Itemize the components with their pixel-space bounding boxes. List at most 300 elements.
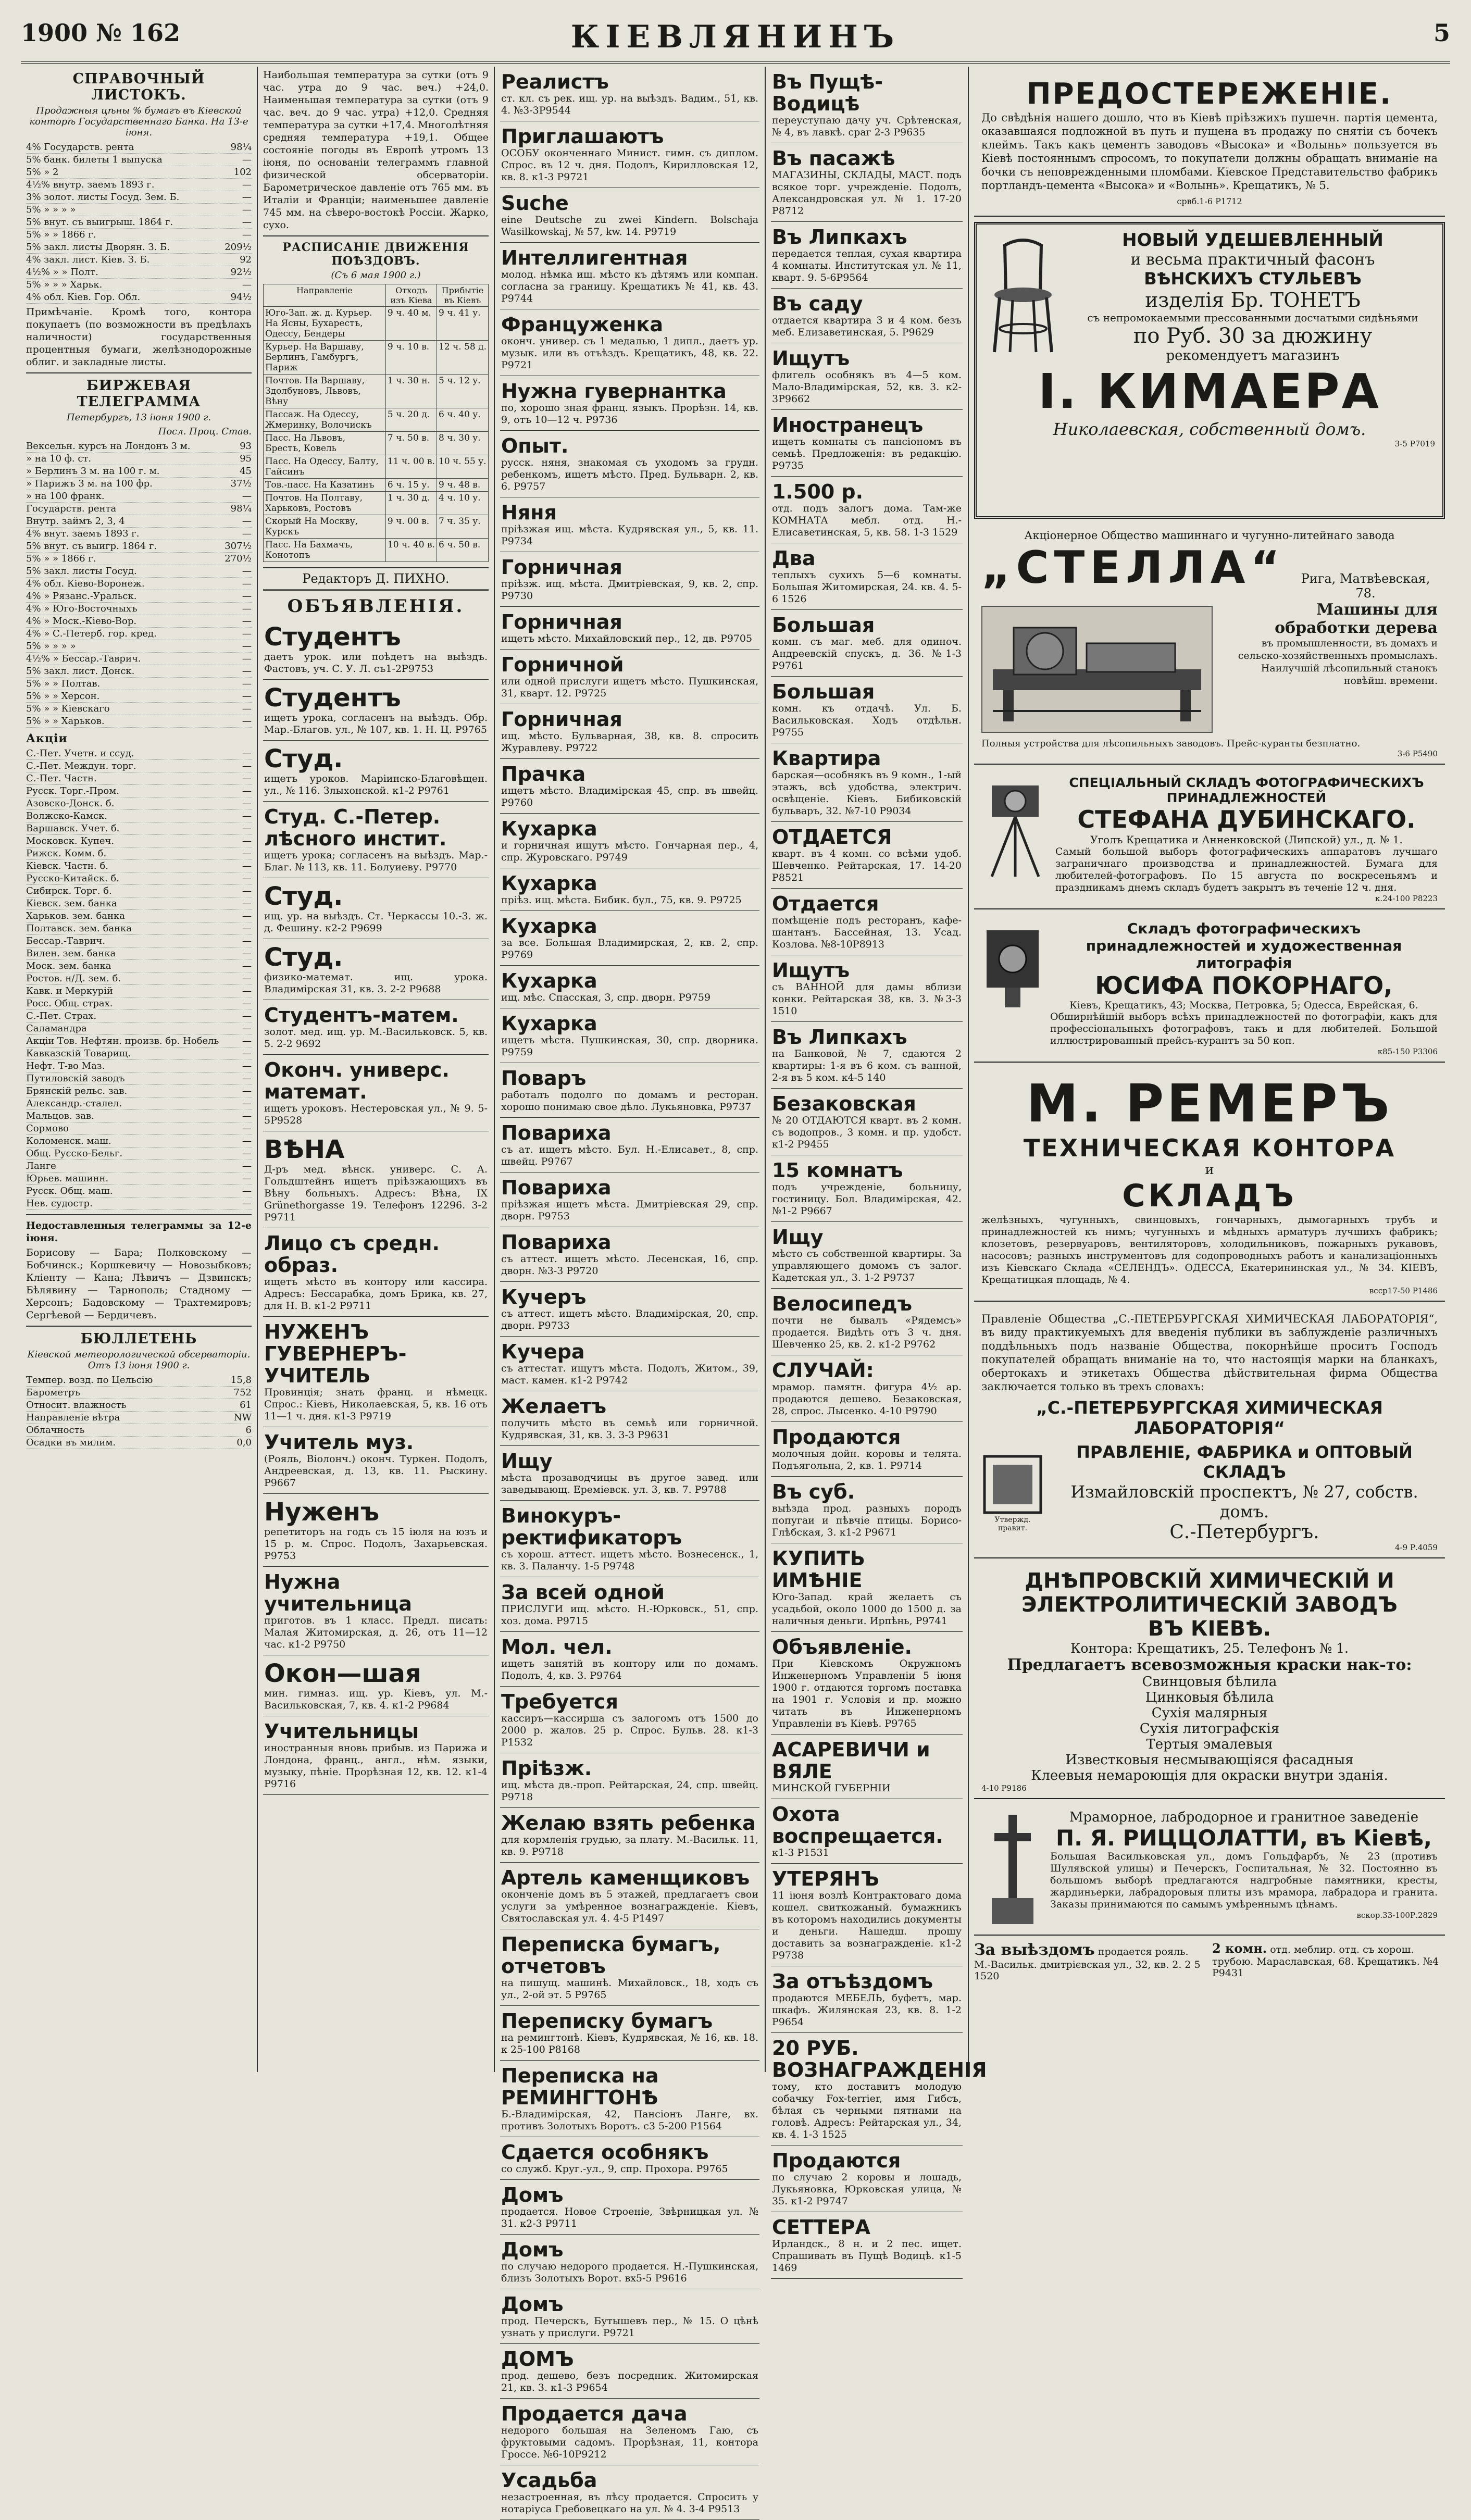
rate-row [26,872,252,885]
kimaera-line1: НОВЫЙ УДЕШЕВЛЕННЫЙ [1122,230,1383,251]
ad-keyword: Кучеръ [501,1286,587,1308]
ad-body: продаются МЕБЕЛЬ, буфетъ, мар. шкафъ. Жилянская 23, кв. 8. 1-2 Р9654 [772,1992,962,2028]
paint-item: Сухія литографскія [1139,1721,1280,1737]
rate-value: 209½ [225,242,252,253]
ad-body: ищ. мѣс. Спасская, 3, спр. дворн. Р9759 [501,992,711,1003]
paint-item: Тертыя эмалевыя [1146,1737,1273,1752]
classified-ad [500,497,759,552]
pokorny-title2: ЮСИФА ПОКОРНАГО, [1095,971,1393,1000]
rizzolatti-marble-ad [974,1804,1445,1936]
rate-value: 98¼ [230,503,252,514]
rate-name: Ростов. н/Д. зем. б. [26,973,121,984]
rate-value: — [242,578,252,589]
rate-value: — [242,516,252,527]
rate-name: 4½% » » Полт. [26,267,98,278]
timetable-row [264,341,489,375]
rate-row [26,503,252,515]
classified-ad [263,1567,489,1655]
ad-body: МАГАЗИНЫ, СКЛАДЫ, МАСТ. подъ всякое торг. учрежденіе. Подолъ, Александровская ул. № 1. 17-20 Р8712 [772,169,962,217]
ad-keyword: Нужна гувернантка [501,380,727,403]
dnepr-title: ДНѢПРОВСКІЙ ХИМИЧЕСКІЙ И ЭЛЕКТРОЛИТИЧЕСКІЙ ЗАВОДЪ [1021,1569,1398,1617]
ad-keyword: Прачка [501,763,586,785]
ad-body: флигель особнякъ въ 4—5 ком. Мало-Владимірская, 52, кв. 3. к2-3Р9662 [772,369,962,405]
sawmill-machine-icon [981,606,1213,733]
rate-value: — [242,798,252,809]
ad-body: При Кіевскомъ Окружномъ Инженерномъ Управленіи 5 іюня 1900 г. отдаются торгомъ поставка на 1901 г. Условія и пр. можно читать въ Инженерномъ Управленіи въ Кіевѣ. Р9765 [772,1658,962,1729]
ad-keyword: Ищутъ [772,347,850,370]
rate-value: — [242,616,252,627]
bourse-list [26,440,252,728]
ad-keyword: Студ. [264,882,343,911]
rate-name: 4% Государств. рента [26,142,134,153]
rizzolatti-name: П. Я. РИЦЦОЛАТТИ, въ Кіевѣ, [1055,1825,1432,1851]
classified-ad [771,289,963,343]
ad-body: недорого большая на Зеленомъ Гаю, съ фруктовыми садомъ. Прорѣзная, 11, контора Гроссе. №6-10Р9212 [501,2425,758,2460]
classified-ad [500,2289,759,2344]
rate-row [26,1135,252,1147]
timetable-row [264,375,489,408]
rate-row [26,578,252,590]
ad-keyword: Поваръ [501,1067,587,1090]
ad-body: за все. Большая Владимирская, 2, кв. 2, спр. Р9769 [501,937,758,960]
rate-value: 37½ [230,478,252,489]
remer-technical-ad [974,1068,1445,1302]
ad-body: на ремингтонѣ. Кіевъ, Кудрявская, № 16, кв. 18. к 25-100 Р8168 [501,2032,758,2055]
pokorny-photo-ad [974,915,1445,1063]
classified-ad [500,2180,759,2235]
ad-keyword: Студ. [264,943,343,972]
ad-body: пріѣзжая ищ. мѣста. Кудрявская ул., 5, кв. 11. Р9734 [501,523,758,547]
ad-keyword: Кухарка [501,969,597,992]
ad-keyword: СЛУЧАЙ: [772,1359,874,1382]
rate-row [26,1412,252,1424]
footer-ad2-body: отд. меблир. отд. съ хорош. трубою. Мараславская, 68. Крещатикъ. №4 Р9431 [1212,1944,1439,1979]
observatory-subtitle: Кіевской метеорологической обсерваторіи. Отъ 13 іюня 1900 г. [27,1349,251,1371]
rate-row [26,785,252,797]
rate-row [26,1110,252,1122]
bourse-subtitle: Петербургъ, 13 іюня 1900 г. [66,412,211,423]
stella-line: Машины для обработки дерева [1275,601,1438,637]
ad-keyword: Пріѣзж. [501,1757,592,1780]
dubinsky-address: Уголъ Крещатика и Анненковской (Липской) ул., д. № 1. [1090,833,1403,846]
rate-name: 4% обл. Кіев. Гор. Обл. [26,292,141,303]
classified-ad [500,1008,759,1063]
rate-value: 98¼ [230,142,252,153]
classified-ad [500,1501,759,1577]
ad-keyword: Повариха [501,1176,612,1199]
dubinsky-ref: к.24-100 Р8223 [1375,894,1438,903]
classified-ad [771,610,963,677]
rate-row [26,141,252,154]
classified-ad [500,188,759,243]
rate-row [26,1374,252,1387]
rate-row [26,690,252,703]
issue-number: 1900 № 162 [21,19,181,47]
ad-body: и горничная ищутъ мѣсто. Гончарная пер., 4, спр. Журовскаго. Р9749 [501,840,758,863]
rate-row [26,478,252,490]
rate-value: — [242,1148,252,1159]
ad-body: Д-ръ мед. вѣнск. универс. С. А. Гольдштейнъ ищетъ пріѣзжающихъ въ Вѣну больныхъ. Адресъ: Вѣна, IX Grünethorgasse 19. Телефонъ 12296. 3-2 Р9711 [264,1164,488,1223]
rate-name: 4% » Моск.-Кіево-Вор. [26,616,137,627]
rate-name: Брянскій рельс. зав. [26,1086,128,1096]
classified-ad [263,1228,489,1317]
timetable-header: Отходъ изъ Кіева [385,284,437,307]
ad-keyword: Окон—шая [264,1659,421,1688]
rate-name: Московск. Купеч. [26,835,115,846]
classified-ad [771,477,963,543]
kimaera-line7: рекомендуетъ магазинъ [1166,348,1340,364]
classified-ad [771,1155,963,1222]
rate-name: С.-Пет. Страх. [26,1011,97,1021]
ad-body: съ ВАННОЙ для дамы вблизи конки. Рейтарская 38, кв. 3. №3-3 1510 [772,981,962,1017]
rate-name: » на 10 ф. ст. [26,453,92,464]
rate-row [26,590,252,603]
ad-body: съ аттест. ищетъ мѣсто. Лесенская, 16, спр. дворн. №3-3 Р9720 [501,1253,758,1277]
ad-body: кассиръ—кассирша съ залогомъ отъ 1500 до 2000 р. жалов. 25 р. Спрос. Бульв. 28. к1-3 Р1532 [501,1713,758,1748]
classified-ad [771,1422,963,1477]
classified-ad [500,607,759,650]
rate-row [26,1185,252,1197]
rate-value: — [242,1061,252,1071]
rate-row [26,1035,252,1047]
rate-value: — [242,923,252,934]
ad-body: золот. мед. ищ. ур. М.-Васильковск. 5, кв. 5. 2-2 9692 [264,1026,488,1050]
rate-value: — [242,885,252,896]
classified-ad [500,759,759,814]
rate-name: Нефт. Т-во Маз. [26,1061,105,1071]
page-number: 5 [1433,19,1450,47]
classified-ad [500,868,759,911]
ad-body: получить мѣсто въ семьѣ или горничной. Кудрявская, 31, кв. 3. 3-3 Р9631 [501,1417,758,1441]
ad-keyword: Повариха [501,1121,612,1144]
classified-ad [500,243,759,309]
ad-body: помѣщеніе подъ ресторанъ, кафе-шантанъ. Бассейная, 13. Усад. Козлова. №8-10Р8913 [772,915,962,950]
timetable-row [264,408,489,432]
column-timetable [258,67,495,2072]
kimaera-line4: изделія Бр. ТОНЕТЪ [1145,289,1361,311]
reference-title: СПРАВОЧНЫЙ ЛИСТОКЪ. [72,71,205,103]
lab-ref: 4-9 Р.4059 [1395,1543,1438,1552]
kimaera-line5: съ непромокаемыми прессованными досчатыми сидѣньями [1087,311,1418,324]
rate-value: — [242,785,252,796]
timetable-cell: Скорый На Москву, Курскъ [264,515,386,539]
ad-body: ищетъ комнаты съ пансіономъ въ семьѣ. Предложенія: въ редакцію. Р9735 [772,436,962,471]
rate-name: » Берлинъ 3 м. на 100 г. м. [26,466,160,477]
classified-ads-2 [263,619,489,1795]
ad-keyword: Опыт. [501,434,569,457]
ad-body: ищетъ уроков. Маріинско-Благовѣщен. ул., № 116. Злыхонской. к1-2 Р9761 [264,773,488,796]
rate-name: С.-Пет. Частн. [26,773,97,784]
ad-body: со служб. Круг.-ул., 9, спр. Прохора. Р9765 [501,2163,728,2175]
ad-keyword: АСАРЕВИЧИ и ВЯЛЕ [772,1738,930,1783]
footer-ad1-body: продается рояль. М.-Васильк. дмитрієвская ул., 32, кв. 2. 2 5 1520 [974,1946,1201,1982]
remer-and: и [1205,1162,1214,1178]
ad-body: отдается квартира 3 и 4 ком. безъ меб. Елизаветинская, 5. Р9629 [772,315,962,338]
rate-value: — [242,491,252,502]
classified-ad [771,2145,963,2212]
rate-row [26,885,252,897]
rate-value: 15,8 [230,1375,252,1386]
classified-ad [771,67,963,143]
rate-value: 270½ [225,553,252,564]
remer-name: М. РЕМЕРЪ [1026,1073,1393,1134]
timetable-cell: Пассаж. На Одессу, Жмеринку, Волочискъ [264,408,386,432]
ad-body: приготов. въ 1 класс. Предл. писать: Малая Житомирская, д. 26, отъ 11—12 час. к1-2 Р9750 [264,1615,488,1650]
rate-name: 4% » Юго-Восточныхъ [26,603,138,614]
classified-ad [771,1477,963,1543]
rate-name: Относит. влажность [26,1400,127,1411]
dnepr-city: ВЪ КІЕВѢ. [1148,1617,1271,1641]
rate-name: Акціи Тов. Нефтян. произв. бр. Нобель [26,1036,219,1046]
timetable-cell: 1 ч. 30 н. [385,375,437,408]
telegram-notice-title: Недоставленныя телеграммы за 12-е іюня. [26,1220,252,1244]
classified-ad [771,1632,963,1735]
rate-row [26,254,252,266]
rate-name: 5% » » Херсон. [26,691,100,702]
stella-name: „СТЕЛЛА“ [981,542,1285,594]
ad-keyword: Нужна учительница [264,1570,412,1615]
rate-name: Рижск. Комм. б. [26,848,107,859]
rate-value: 94½ [230,292,252,303]
ad-body: иностранныя вновь прибыв. из Парижа и Лондона, франц., англ., нѣм. языки, музыку, пѣніе. Прорѣзная 12, кв. 12. к1-4 Р9716 [264,1742,488,1790]
pokorny-address: Кіевъ, Крещатикъ, 43; Москва, Петровка, 5; Одесса, Еврейская, 6. [1069,1000,1418,1011]
ad-body: съ аттестат. ищутъ мѣста. Подолъ, Житом., 39, маст. камен. к1-2 Р9742 [501,1363,758,1386]
rate-row [26,1085,252,1097]
rate-row [26,1022,252,1035]
column-classifieds-3 [495,67,766,2515]
classified-ad [500,1391,759,1446]
ad-keyword: Няня [501,501,557,524]
rate-name: Кавказскій Товарищ. [26,1048,131,1059]
rate-row [26,553,252,565]
rate-name: Моск. зем. банка [26,960,111,971]
dnepr-offer: Предлагаетъ всевозможныя краски нак-то: [1007,1656,1412,1674]
ad-body: съ аттест. ищетъ мѣсто. Владимірская, 20, спр. дворн. Р9733 [501,1308,758,1331]
classified-ad [263,1317,489,1427]
rate-name: Варшавск. Учет. б. [26,823,120,834]
classified-ad [500,1687,759,1753]
rate-name: 4½% » Бессар.-Таврич. [26,653,141,664]
ad-keyword: Студентъ [264,622,401,652]
rate-row [26,897,252,910]
ad-body: ОСОБУ оконченнаго Минист. гимн. съ диплом. Спрос. въ 12 ч. дня. Подолъ, Кирилловская 12, кв. 8. к1-3 Р9721 [501,147,758,183]
classified-ad [263,1000,489,1055]
ad-keyword: Учитель муз. [264,1431,414,1454]
pokorny-title1: Складъ фотографическихъ принадлежностей и художественная литографія [1086,920,1402,971]
rate-value: — [242,835,252,846]
classified-ad [771,743,963,822]
rate-row [26,465,252,478]
kimaera-line3: ВѢНСКИХЪ СТУЛЬЕВЪ [1144,269,1362,289]
rate-name: 5% закл. лист. Донск. [26,666,135,677]
column-reference [21,67,258,2072]
timetable-cell: 8 ч. 30 у. [437,432,489,455]
timetable-cell: 9 ч. 41 у. [437,307,489,341]
classified-ad [500,67,759,121]
lab-body: Правленіе Общества „С.-ПЕТЕРБУРГСКАЯ ХИМИЧЕСКАЯ ЛАБОРАТОРІЯ“, въ виду практикуемыхъ для введенія публики въ заблужденіе различныхъ поддѣльныхъ подъ названіе Общества, покорнѣйше проситъ Господъ покупателей обращать вниманіе на то, что настоящія марки на бланкахъ, обертокахъ и этикетахъ Общества дѣйствительная фирма Общества заключается только въ трехъ словахъ: [981,1313,1438,1393]
ad-body: Юго-Запад. край желаетъ съ усадьбой, около 1000 до 1500 д. за наличныя деньги. Ирпѣнь, Р9741 [772,1591,962,1627]
rate-value: — [242,204,252,215]
ad-body: по, хорошо зная франц. языкъ. Прорѣзн. 14, кв. 9, отъ 10—12 ч. Р9736 [501,402,758,426]
rate-row [26,154,252,166]
footer-ad1-key: За выѣздомъ [974,1941,1095,1959]
lab-mark-caption: Утвержд. правит. [994,1515,1031,1532]
rate-row [26,440,252,453]
classified-ads-4 [771,67,987,2279]
ad-body: съ хорош. аттест. ищетъ мѣсто. Вознесенск., 1, кв. 3. Паланчу. 1-5 Р9748 [501,1549,758,1572]
classified-ad [500,431,759,497]
timetable-cell: 4 ч. 10 у. [437,492,489,515]
rate-name: Ланге [26,1161,56,1171]
rate-row [26,515,252,528]
rizzolatti-ref: вскор.33-100Р.2829 [1356,1911,1438,1920]
rate-value: — [242,823,252,834]
timetable-cell: 6 ч. 15 у. [385,479,437,492]
stella-note: въ промышленности, въ домахъ и сельско-хозяйственныхъ промыслахъ. Наилучшій лѣсопильный станокъ новѣйш. времени. [1238,638,1438,687]
rate-name: 4% закл. лист. Кіев. З. Б. [26,254,150,265]
ad-keyword: Горничная [501,610,622,633]
ad-keyword: Въ пасажѣ [772,147,895,170]
classified-ad [500,704,759,759]
rate-row [26,665,252,678]
rate-value: — [242,773,252,784]
rate-value: — [242,960,252,971]
timetable-row [264,492,489,515]
ad-body: прод. Печерскъ, Бутышевъ пер., № 15. О цѣнѣ узнать у прислуги. Р9721 [501,2315,758,2339]
stella-city: Рига, Матвѣевская, 78. [1301,571,1430,601]
timetable-cell: Почтов. На Варшаву, Здолбуновъ, Львовъ, Вѣну [264,375,386,408]
rate-row [26,1072,252,1085]
ad-body: незастроенная, въ лѣсу продается. Спросить у нотаріуса Гребовецкаго на ул. № 4. 3-4 Р9513 [501,2491,758,2515]
rate-name: Русск. Общ. маш. [26,1186,113,1196]
ad-body: ст. кл. съ рек. ищ. ур. на выѣздъ. Вадим., 51, кв. 4. №3-3Р9544 [501,93,758,116]
shares-title: Акціи [26,732,68,745]
ad-keyword: Горничной [501,653,624,676]
timetable-cell: 5 ч. 20 д. [385,408,437,432]
ad-keyword: Продаются [772,2149,901,2172]
classified-ad [500,2399,759,2465]
rate-name: Азовско-Донск. б. [26,798,115,809]
rate-value: — [242,1048,252,1059]
ad-keyword: Переписку бумагъ [501,2010,713,2032]
dnepr-items [981,1674,1438,1783]
timetable-cell: 1 ч. 30 д. [385,492,437,515]
rate-row [26,1437,252,1449]
timetable-cell: 11 ч. 00 в. [385,455,437,479]
classified-ad [500,650,759,704]
ad-keyword: Домъ [501,2238,564,2261]
rate-row [26,1122,252,1135]
ad-body: продается. Новое Строеніе, Звѣрницкая ул. № 31. к2-3 Р9711 [501,2206,758,2229]
timetable-cell: 7 ч. 50 в. [385,432,437,455]
timetable-cell: 10 ч. 55 у. [437,455,489,479]
rate-value: — [242,1111,252,1121]
rate-name: 5% внут. съ выигрыш. 1864 г. [26,217,173,228]
rate-row [26,703,252,715]
rate-row [26,204,252,216]
warning-title: ПРЕДОСТЕРЕЖЕНІЕ. [1026,77,1393,111]
ad-keyword: Кучера [501,1340,585,1363]
stella-caption: Полныя устройства для лѣсопильныхъ заводовъ. Прейс-куранты безплатно. [981,738,1361,749]
bentwood-chair-icon [984,235,1062,355]
classified-ad [500,1577,759,1632]
warning-body: До свѣдѣнія нашего дошло, что въ Кіевѣ пріѣзжихъ пушечн. партія цемента, оказавшаяся подложной въ путь и пущена въ продажу по снятіи съ бочекъ клеймъ. Такъ какъ цементъ заводовъ «Высока» и «Волынь» пользуется въ Кіевѣ постояннымъ спросомъ, то покупатели должны обращать вниманіе на бочки съ неповрежденными пломбами. Кіевское Представительство фабрикъ портландъ-цемента «Высока» и «Волынь». Крещатикъ, № 5. [981,111,1438,192]
rate-name: Росс. Общ. страх. [26,998,113,1009]
rate-value: 752 [233,1387,252,1398]
rate-row [26,628,252,640]
cement-warning-ad [974,72,1445,217]
timetable-row [264,515,489,539]
ad-body: работалъ подолго по домамъ и ресторан. хорошо понимаю свое дѣло. Лукьяновка, Р9737 [501,1089,758,1113]
rate-row [26,1047,252,1060]
rate-name: Волжско-Камск. [26,810,108,821]
rate-name: 5% » » » Харьк. [26,279,103,290]
rate-row [26,241,252,254]
ad-keyword: Иностранецъ [772,414,924,436]
ad-body: МИНСКОЙ ГУБЕРНІИ [772,1782,891,1794]
ad-keyword: Два [772,547,816,570]
ad-keyword: 1.500 р. [772,480,864,503]
ad-body: молод. нѣмка ищ. мѣсто къ дѣтямъ или компан. согласна за границу. Крещатикъ № 41, кв. 43. Р9744 [501,269,758,304]
ad-body: ищетъ мѣсто въ контору или кассира. Адресъ: Бессарабка, домъ Брика, кв. 27, для Н. В. к1-2 Р9711 [264,1276,488,1312]
lab-line3: С.-Петербургъ. [1169,1521,1319,1543]
classified-ad [500,2061,759,2137]
rate-row [26,1147,252,1160]
ad-body: мрамор. памятн. фигура 4½ ар. продаются дешево. Безаковская, 28, спрос. Лысенко. 4-10 Р9790 [772,1381,962,1417]
rate-value: — [242,810,252,821]
classified-ad [263,802,489,878]
rate-row [26,615,252,628]
ad-keyword: УТЕРЯНЪ [772,1867,879,1890]
classified-ad [771,889,963,955]
classified-ad [263,1655,489,1716]
remer-sklad: СКЛАДЪ [1122,1178,1297,1214]
rate-name: » на 100 франк. [26,491,105,502]
rate-row [26,1197,252,1210]
ad-keyword: Продаются [772,1426,901,1449]
rate-name: Бессар.-Таврич. [26,935,106,946]
ad-body: теплыхъ сухихъ 5—6 комнаты. Большая Житомирская, 24. кв. 4. 5-6 1526 [772,569,962,605]
ad-keyword: Большая [772,614,875,637]
ad-body: Провинція; знать франц. и нѣмецк. Спрос.: Кіевъ, Николаевская, 5, кв. 16 отъ 11—1 ч. дня. к1-3 Р9719 [264,1387,488,1422]
paint-item: Сухія малярныя [1151,1705,1268,1721]
ad-keyword: 15 комнатъ [772,1159,903,1182]
ad-keyword: Оконч. универс. математ. [264,1058,450,1103]
weather-report: Наибольшая температура за сутки (отъ 9 час. утра до 9 час. веч.) +24,0. Наименьшая температура за сутки (отъ 9 час. веч. до 9 час. утра) +12,0. Средняя температура за сутки +17,4. Многолѣтняя средняя температура +19,1. Общее состояніе погоды въ Европѣ утромъ 13 іюня, по основаніи телеграммъ главной физической обсерваторіи. Барометрическое давленіе отъ 765 мм. въ Италіи и Франціи; наименьшее давленіе 745 мм. на сѣверо-востокѣ Россіи. Жарко, сухо. [263,69,489,231]
rate-row [26,279,252,291]
ad-keyword: Требуется [501,1690,618,1713]
rate-value: 61 [240,1400,252,1411]
rate-value: — [242,1186,252,1196]
ad-keyword: Мол. чел. [501,1636,613,1658]
ad-keyword: Кухарка [501,915,597,938]
rate-row [26,772,252,785]
ad-keyword: КУПИТЬ ИМѢНІЕ [772,1547,865,1592]
rate-row [26,229,252,241]
rate-row [26,985,252,997]
classified-ad [263,1427,489,1494]
rate-value: — [242,935,252,946]
rate-row [26,266,252,279]
timetable-cell: 9 ч. 48 в. [437,479,489,492]
ad-keyword: Большая [772,680,875,703]
classified-ad [771,143,963,222]
ad-body: передается теплая, сухая квартира 4 комнаты. Институтская ул. № 11, кварт. 9. 5-6Р9564 [772,248,962,283]
stella-head: Акціонерное Общество машиннаго и чугунно-литейнаго завода [1024,529,1395,542]
ad-body: выѣзда прод. разныхъ породъ попугаи и пѣвчіе птицы. Борисо-Глѣбская, 3. к1-2 Р9671 [772,1503,962,1538]
memorial-cross-icon [981,1810,1044,1929]
bourse-header: Посл. Проц. Став. [158,426,252,437]
